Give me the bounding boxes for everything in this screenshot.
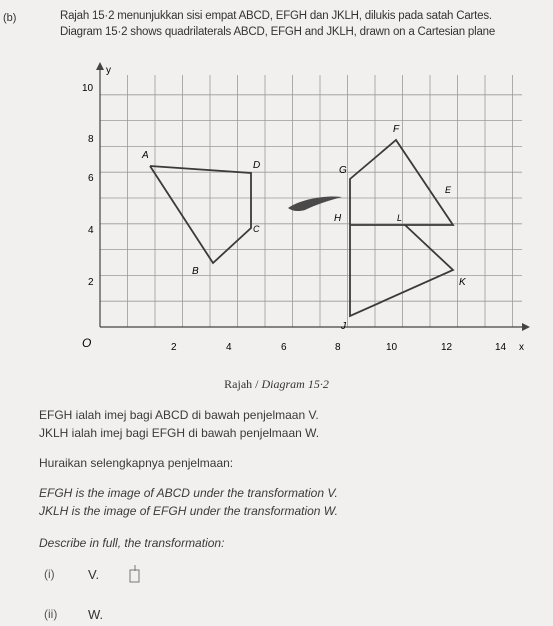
english-instruction: Describe in full, the transformation: bbox=[39, 536, 225, 550]
quadrilateral-jklh bbox=[350, 225, 453, 316]
caption-english: Diagram 15·2 bbox=[261, 377, 329, 391]
point-label-c: C bbox=[253, 224, 260, 234]
question-stem-malay: Rajah 15·2 menunjukkan sisi empat ABCD, EFGH dan JKLH, dilukis pada satah Cartes. bbox=[60, 10, 492, 22]
point-label-l: L bbox=[397, 213, 403, 223]
point-label-a: A bbox=[142, 150, 149, 161]
malay-instruction: Huraikan selengkapnya penjelmaan: bbox=[39, 456, 234, 470]
point-label-k: K bbox=[459, 277, 466, 288]
x-tick-4: 4 bbox=[226, 342, 232, 353]
point-label-j: J bbox=[341, 321, 346, 332]
part-ii-number: (ii) bbox=[44, 607, 58, 621]
diagram-caption bbox=[0, 377, 553, 392]
point-label-d: D bbox=[253, 160, 261, 171]
english-statement-w: JKLH is the image of EFGH under the transformation W. bbox=[39, 504, 339, 518]
x-tick-2: 2 bbox=[171, 342, 177, 353]
y-tick-4: 4 bbox=[88, 225, 94, 236]
y-tick-10: 10 bbox=[82, 83, 94, 94]
x-axis-arrow bbox=[522, 323, 530, 331]
x-axis-label: x bbox=[519, 342, 524, 353]
y-axis-label: y bbox=[106, 65, 111, 76]
part-ii-label: W. bbox=[88, 607, 104, 622]
point-label-b: B bbox=[192, 266, 199, 277]
x-tick-12: 12 bbox=[441, 342, 453, 353]
question-number: (b) bbox=[3, 12, 17, 24]
y-axis-arrow bbox=[96, 62, 104, 70]
x-tick-8: 8 bbox=[335, 342, 341, 353]
point-label-f: F bbox=[393, 124, 400, 135]
malay-statement-v: EFGH ialah imej bagi ABCD di bawah penjelmaan V. bbox=[39, 408, 319, 422]
x-tick-6: 6 bbox=[281, 342, 287, 353]
origin-label: O bbox=[82, 336, 92, 350]
part-i-label: V. bbox=[88, 567, 100, 582]
text-cursor-icon bbox=[128, 565, 142, 583]
malay-statement-w: JKLH ialah imej bagi EFGH di bawah penjelmaan W. bbox=[39, 426, 320, 440]
point-label-h: H bbox=[334, 213, 342, 224]
pen-mark bbox=[288, 197, 342, 211]
y-tick-2: 2 bbox=[88, 277, 94, 288]
question-stem-english: Diagram 15·2 shows quadrilaterals ABCD, EFGH and JKLH, drawn on a Cartesian plane bbox=[60, 26, 496, 38]
y-tick-8: 8 bbox=[88, 134, 94, 145]
quadrilateral-abcd bbox=[150, 166, 251, 263]
point-label-e: E bbox=[445, 185, 452, 195]
english-statement-v: EFGH is the image of ABCD under the transformation V. bbox=[39, 486, 338, 500]
cartesian-graph bbox=[60, 50, 530, 360]
part-i-number: (i) bbox=[44, 567, 55, 581]
point-label-g: G bbox=[339, 165, 347, 176]
caption-malay: Rajah / bbox=[224, 377, 262, 391]
x-tick-14: 14 bbox=[495, 342, 507, 353]
x-tick-10: 10 bbox=[386, 342, 398, 353]
y-tick-6: 6 bbox=[88, 173, 94, 184]
